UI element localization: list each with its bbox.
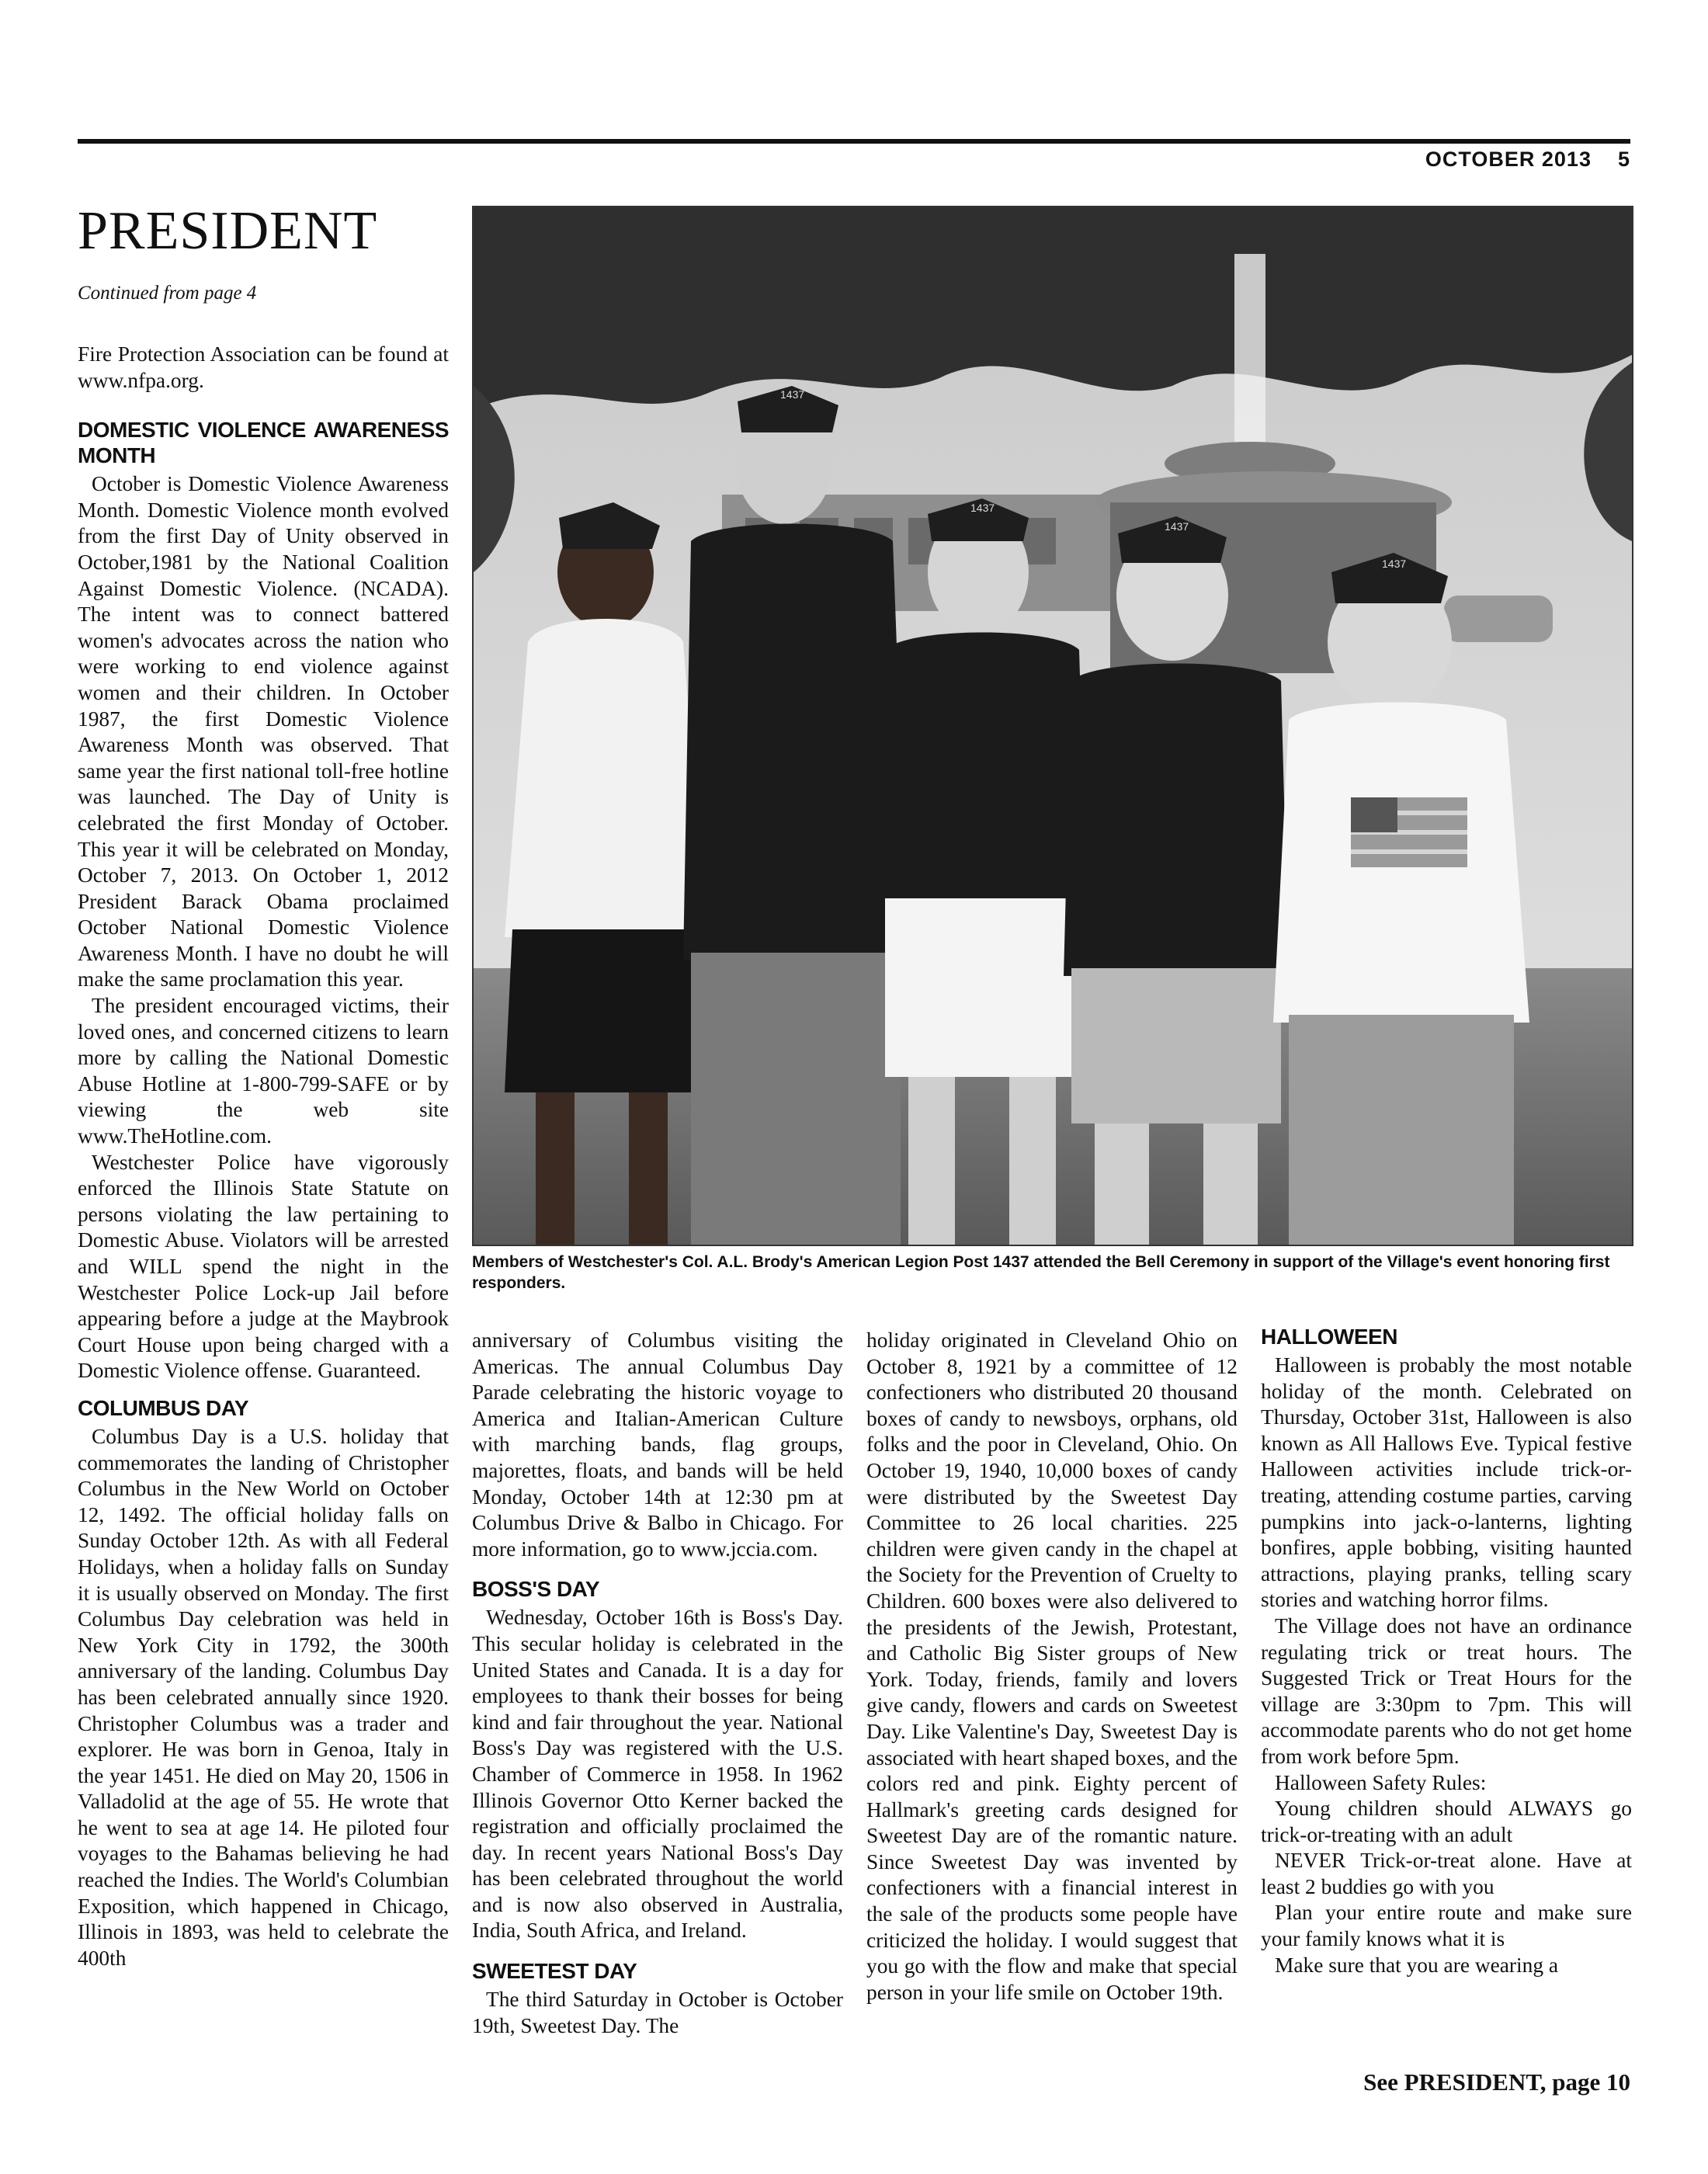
halloween-heading: HALLOWEEN xyxy=(1261,1325,1397,1349)
halloween-paragraph-2: The Village does not have an ordinance regulating trick or treat hours. The Suggested Trick or Treat Hours for the village are 3:30pm to 7pm. This will accommodate parents who do not get home from work before 5pm. xyxy=(1261,1613,1632,1768)
section-title: PRESIDENT xyxy=(78,201,378,261)
dv-paragraph-2: The president encouraged victims, their loved ones, and concerned citizens to learn more by calling the National Domestic Abuse Hotline at 1-800-799-SAFE or by viewing the web site www.TheHotline.com. xyxy=(78,994,449,1148)
column-2 xyxy=(472,1328,843,2039)
issue-date: OCTOBER 2013 xyxy=(1425,148,1592,171)
continued-jump: See PRESIDENT, page 10 xyxy=(1363,2068,1630,2096)
column-1 xyxy=(78,342,449,1971)
intro-paragraph: Fire Protection Association can be found at www.nfpa.org. xyxy=(78,342,449,392)
boss-heading: BOSS'S DAY xyxy=(472,1577,600,1602)
column-4 xyxy=(1261,1324,1632,1978)
cap-label: 1437 xyxy=(1382,557,1407,570)
page-header xyxy=(1425,148,1630,172)
halloween-paragraph-3: Halloween Safety Rules: xyxy=(1275,1770,1487,1794)
legion-photo xyxy=(472,206,1633,1246)
sweetest-paragraph-1: The third Saturday in October is October 19th, Sweetest Day. The xyxy=(472,1988,843,2037)
halloween-rule-3: Plan your entire route and make sure your family knows what it is xyxy=(1261,1901,1632,1951)
page-number: 5 xyxy=(1617,148,1630,171)
sweetest-paragraph-1-cont: holiday originated in Cleveland Ohio on October 8, 1921 by a committee of 12 confectioners who distributed 20 thousand boxes of candy to newsboys, orphans, old folks and the poor in Cleveland, Ohio. On October 19, 1940, 10,000 boxes of candy were distributed by the Sweetest Day Committee to 26 local charities. 225 children were given candy in the chapel at the Society for the Prevention of Cruelty to Children. 600 boxes were also delivered to the presidents of the Jewish, Protestant, and Catholic Big Sister groups of New York. Today, friends, family and lovers give candy, flowers and cards on Sweetest Day. Like Valentine's Day, Sweetest Day is associated with heart shaped boxes, and the colors red and pink. Eighty percent of Hallmark's greeting cards designed for Sweetest Day are of the romantic nature. Since Sweetest Day was invented by confectioners with a financial interest in the sale of the products some people have criticized the holiday. I would suggest that you go with the flow and make that special person in your life smile on October 19th. xyxy=(866,1328,1238,2004)
cap-label: 1437 xyxy=(780,388,805,401)
boss-paragraph-1: Wednesday, October 16th is Boss's Day. This secular holiday is celebrated in the United States and Canada. It is a day for employees to thank their bosses for being kind and fair throughout the year. National Boss's Day was registered with the U.S. Chamber of Commerce in 1958. In 1962 Illinois Governor Otto Kerner backed the registration and officially proclaimed the day. In recent years National Boss's Day has been celebrated throughout the world and is now also observed in Australia, India, South Africa, and Ireland. xyxy=(472,1606,843,1943)
halloween-rule-4: Make sure that you are wearing a xyxy=(1275,1953,1559,1977)
dv-heading: DOMESTIC VIOLENCE AWARENESS MONTH xyxy=(78,418,449,468)
cap-label: 1437 xyxy=(970,502,995,514)
continued-note: Continued from page 4 xyxy=(78,283,257,304)
columbus-paragraph-1: Columbus Day is a U.S. holiday that commemorates the landing of Christopher Columbus in the New World on October 12, 1492. The official holiday falls on Sunday October 12th. As with all Federal Holidays, when a holiday falls on Sunday it is usually observed on Monday. The first Columbus Day celebration was held in New York City in 1792, the 300th anniversary of the landing. Columbus Day has been celebrated annually since 1920. Christopher Columbus was a trader and explorer. He was born in Genoa, Italy in the year 1451. He died on May 20, 1506 in Valladolid at the age of 55. He wrote that he went to sea at age 14. He piloted four voyages to the Bahamas believing he had reached the Indies. The World's Columbian Exposition, which happened in Chicago, Illinois in 1893, was held to celebrate the 400th xyxy=(78,1424,449,1970)
photo-caption: Members of Westchester's Col. A.L. Brody's American Legion Post 1437 attended the Bell Ceremony in support of the Village's event honoring first responders. xyxy=(472,1253,1610,1292)
halloween-paragraph-1: Halloween is probably the most notable holiday of the month. Celebrated on Thursday, October 31st, Halloween is also known as All Hallows Eve. Typical festive Halloween activities include trick-or-treating, attending costume parties, carving pumpkins into jack-o-lanterns, lighting bonfires, apple bobbing, visiting haunted attractions, playing pranks, telling scary stories and watching horror films. xyxy=(1261,1353,1632,1612)
sweetest-heading: SWEETEST DAY xyxy=(472,1959,637,1984)
columbus-paragraph-1-cont: anniversary of Columbus visiting the Americas. The annual Columbus Day Parade celebrating the historic voyage to America and Italian-American Culture with marching bands, flag groups, majorettes, floats, and bands will be held Monday, October 14th at 12:30 pm at Columbus Drive & Balbo in Chicago. For more information, go to www.jccia.com. xyxy=(472,1328,843,1561)
dv-paragraph-3: Westchester Police have vigorously enforced the Illinois State Statute on persons violating the law pertaining to Domestic Abuse. Violators will be arrested and WILL spend the night in the Westchester Police Lock-up Jail before appearing before a judge at the Maybrook Court House upon being charged with a Domestic Violence offense. Guaranteed. xyxy=(78,1150,449,1383)
cap-label: 1437 xyxy=(1165,520,1189,533)
halloween-rule-2: NEVER Trick-or-treat alone. Have at least 2 buddies go with you xyxy=(1261,1849,1632,1898)
columbus-heading: COLUMBUS DAY xyxy=(78,1395,249,1420)
column-3 xyxy=(866,1328,1238,2006)
header-rule xyxy=(78,139,1630,144)
halloween-rule-1: Young children should ALWAYS go trick-or-treating with an adult xyxy=(1261,1797,1632,1846)
dv-paragraph-1: October is Domestic Violence Awareness Month. Domestic Violence month evolved from the first Day of Unity observed in October,1981 by the National Coalition Against Domestic Violence. (NCADA). The intent was to connect battered women's advocates across the nation who were working to end violence against women and their children. In October 1987, the first Domestic Violence Awareness Month was observed. That same year the first national toll-free hotline was launched. The Day of Unity is celebrated the first Monday of October. This year it will be celebrated on Monday, October 7, 2013. On October 1, 2012 President Barack Obama proclaimed October National Domestic Violence Awareness Month. I have no doubt he will make the same proclamation this year. xyxy=(78,472,449,991)
